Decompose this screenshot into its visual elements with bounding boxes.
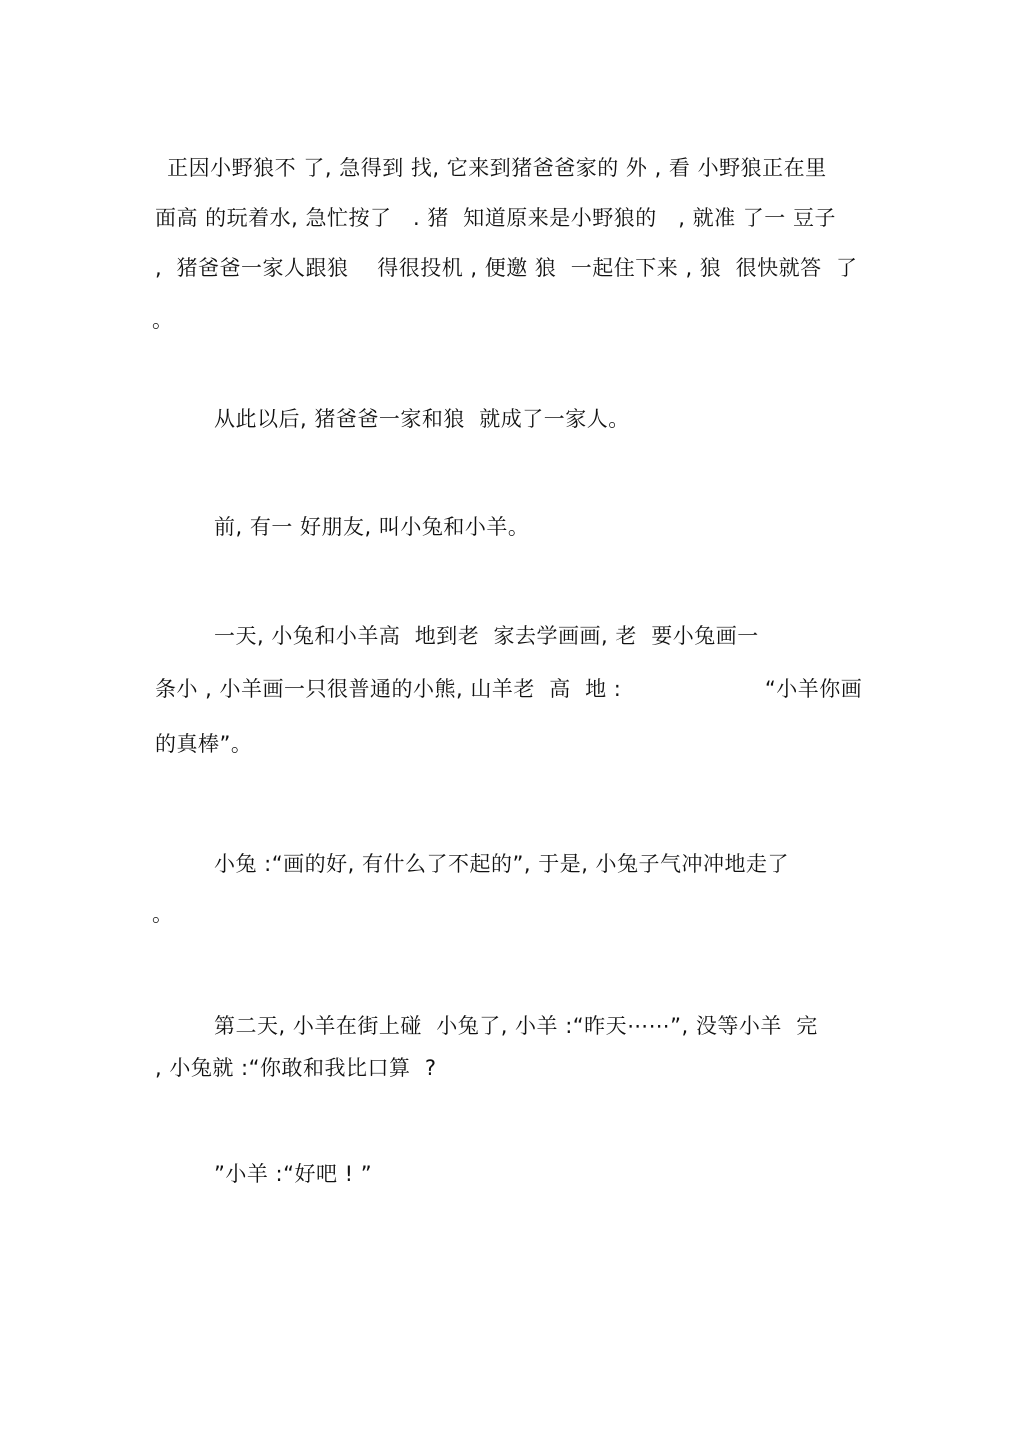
paragraph-4-line-2: 条小 , 小羊画一只很普通的小熊, 山羊老 高 地 : “小羊你画 bbox=[155, 677, 863, 701]
paragraph-4-line-3: 的真棒”。 bbox=[155, 732, 253, 756]
paragraph-6-line-2: , 小兔就 :“你敢和我比口算 ? bbox=[155, 1056, 437, 1080]
paragraph-6-line-1: 第二天, 小羊在街上碰 小兔了, 小羊 :“昨天⋯⋯”, 没等小羊 完 bbox=[214, 1014, 818, 1038]
paragraph-5-line-2: 。 bbox=[152, 902, 174, 926]
paragraph-3-line-1: 前, 有一 好朋友, 叫小兔和小羊。 bbox=[214, 515, 530, 539]
paragraph-1-line-2: 面高 的玩着水, 急忙按了 . 猪 知道原来是小野狼的 , 就准 了一 豆子 bbox=[155, 206, 836, 230]
paragraph-2-line-1: 从此以后, 猪爸爸一家和狼 就成了一家人。 bbox=[214, 407, 630, 431]
paragraph-7-line-1: ”小羊 :“好吧 ! ” bbox=[214, 1162, 373, 1186]
paragraph-1-line-1: 正因小野狼不 了, 急得到 找, 它来到猪爸爸家的 外 , 看 小野狼正在里 bbox=[160, 156, 827, 180]
paragraph-1-line-3: , 猪爸爸一家人跟狼 得很投机 , 便邀 狼 一起住下来 , 狼 很快就答 了 bbox=[155, 256, 858, 280]
paragraph-4-line-1: 一天, 小兔和小羊高 地到老 家去学画画, 老 要小兔画一 bbox=[214, 624, 759, 648]
paragraph-5-line-1: 小兔 :“画的好, 有什么了不起的”, 于是, 小兔子气冲冲地走了 bbox=[214, 852, 790, 876]
paragraph-1-line-4: 。 bbox=[152, 308, 174, 332]
